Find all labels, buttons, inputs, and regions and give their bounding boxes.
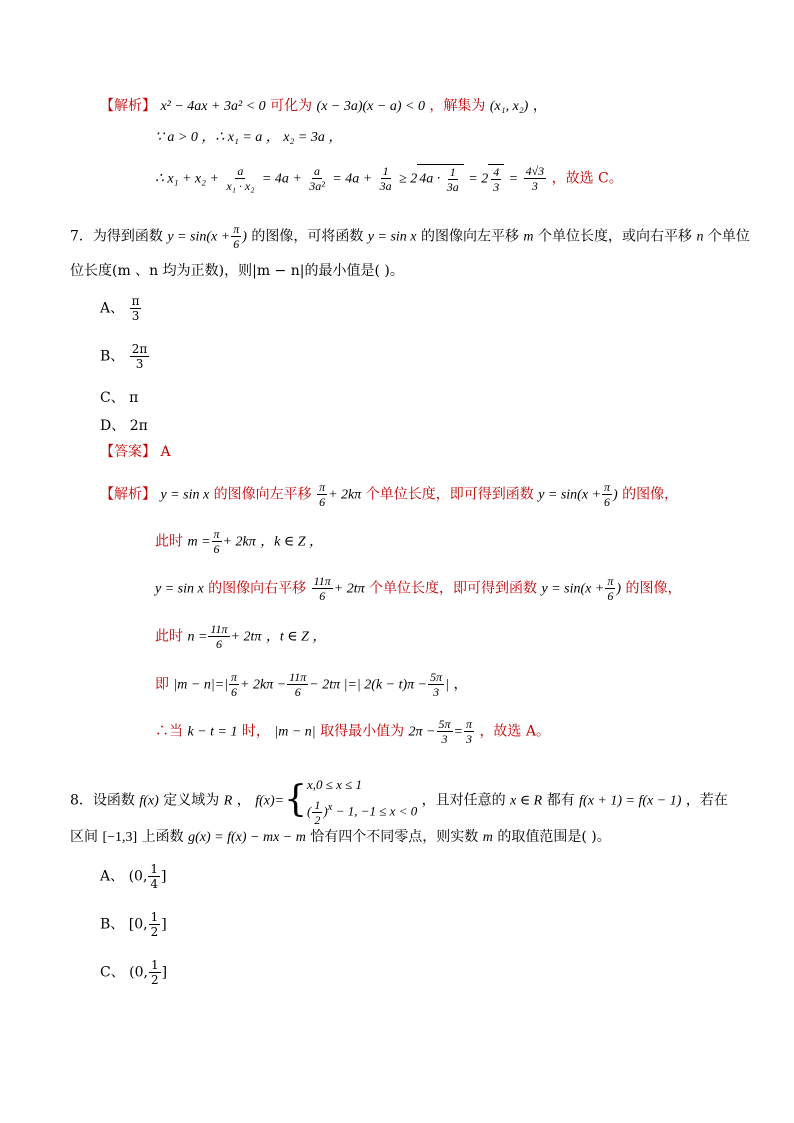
math: ，k ∈ Z ， <box>260 534 324 550</box>
sol-text: ∴当 <box>155 723 183 740</box>
q7-text: 7．为得到函数 <box>70 228 163 245</box>
sol6-interval: (x₁, x₂) <box>489 99 529 114</box>
sol6-conclusion: ，故选 C。 <box>551 170 623 187</box>
fraction: $\frac{11\pi}{6}$ <box>210 622 228 651</box>
q7-text: 个单位 <box>707 228 750 245</box>
q7-sol-line-3: y = sin x 的图像向右平移 $\frac{11\pi}{6}$ + 2tπ 个单位长度，即可得到函数 y = sin(x + $\frac{\pi}{6}$ ) 的图像， <box>155 574 682 603</box>
sol-text: 此时 <box>155 628 183 645</box>
fraction: $\frac{2\pi}{3}$ <box>131 342 148 371</box>
q7-text: 的图像，可将函数 <box>251 228 364 245</box>
q7-line-1: 7．为得到函数 y = sin(x + $\frac{\pi}{6}$ ) 的图像，可将函数 y = sin x 的图像向左平移 m 个单位长度，或向右平移 n 个单位 <box>70 222 750 251</box>
sol6-text2: ，解集为 <box>429 98 486 114</box>
q8-text: ， <box>236 792 251 809</box>
fraction: $\frac{\pi}{6}$ <box>607 574 614 603</box>
q8-option-a[interactable]: A、 (0, $\frac{1}{4}$ ] <box>100 862 167 891</box>
fraction: $\frac{5\pi}{3}$ <box>430 670 443 699</box>
option-letter: B、 <box>100 916 125 933</box>
sqrt: 4a · $\frac{1}{3a}$ <box>417 164 464 194</box>
piece-1: x,0 ≤ x ≤ 1 <box>306 777 363 792</box>
q7-option-a[interactable] <box>100 294 142 323</box>
sol-text: 时， <box>241 723 270 740</box>
sol6-line-2 <box>155 128 342 147</box>
sol-text: 的图像， <box>622 486 679 503</box>
option-letter: A、 <box>100 300 125 317</box>
sol6-roots: ∵ a > 0 ，∴ x₁ = a ， x₂ = 3a ， <box>155 130 343 145</box>
q7-sol-line-5: 即 |m − n|=| $\frac{\pi}{6}$ + 2kπ − $\frac{11\pi}{6}$ − 2tπ |=| 2(k − t)π − $\frac{5\pi}{3}$ | ， <box>155 670 468 699</box>
q7-sol-line-2: 此时 m = $\frac{\pi}{6}$ + 2kπ ，k ∈ Z ， <box>155 527 324 556</box>
fraction: $\frac{a}{\text{x₁ · x₂}}$ <box>226 164 255 194</box>
q8-text: 定义域为 <box>163 792 220 809</box>
sol6-sum-lead: ∴ x₁ + x₂ + <box>155 171 219 187</box>
q7-option-d[interactable] <box>100 415 148 435</box>
brace: { <box>284 779 307 821</box>
q8-text: 8．设函数 <box>70 792 135 809</box>
fraction: $\frac{11\pi}{6}$ <box>313 574 331 603</box>
sol-text: 此时 <box>155 533 183 550</box>
math: y = sin x <box>160 487 210 503</box>
q8-text: 的取值范围是( )。 <box>497 829 611 845</box>
q8-text: ，若在 <box>685 792 728 809</box>
math: k − t = 1 <box>187 724 238 740</box>
sol-text: 个单位长度，即可得到函数 <box>369 580 538 597</box>
q7-sol-line-1: 【解析】 y = sin x 的图像向左平移 $\frac{\pi}{6}$ + 2kπ 个单位长度，即可得到函数 y = sin(x + $\frac{\pi}{6}$ ) 的图像， <box>100 480 679 509</box>
sol-text: 取得最小值为 <box>320 723 405 740</box>
q8-option-b[interactable]: B、 [0, $\frac{1}{2}$ ] <box>100 910 167 939</box>
math: |m − n| <box>274 724 316 740</box>
sol-text: 的图像向右平移 <box>208 580 307 597</box>
q8-text: ，且对任意的 <box>421 792 506 809</box>
q7-option-c[interactable] <box>100 387 138 407</box>
q7-line-2: 位长度(m 、n 均为正数)，则|m − n|的最小值是( )。 <box>70 263 404 279</box>
q8-text: 区间 <box>70 829 98 845</box>
fraction: $\frac{\pi}{6}$ <box>231 670 238 699</box>
q7-sol-line-6: ∴当 k − t = 1 时， |m − n| 取得最小值为 2π − $\frac{5\pi}{3}$ = $\frac{\pi}{3}$ ，故选 A。 <box>155 717 550 746</box>
q8-text: 上函数 <box>141 829 184 845</box>
sol-text: 即 <box>155 676 169 693</box>
fraction: $\frac{4√3}{3}$ <box>525 164 545 194</box>
sol-conclusion: ，故选 A。 <box>479 723 550 740</box>
answer-tag: 【答案】 <box>100 444 156 460</box>
sol-text: 的图像向左平移 <box>213 486 312 503</box>
sol6-punct: ， <box>532 98 547 114</box>
fraction: $\frac{11\pi}{6}$ <box>289 670 307 699</box>
sol6-line-1 <box>100 97 547 116</box>
piece-2: ( $\frac{1}{2}$ )$^x$ − 1, −1 ≤ x < 0 <box>306 797 418 827</box>
q7-sol-line-4: 此时 n = $\frac{11\pi}{6}$ + 2tπ ，t ∈ Z ， <box>155 622 327 651</box>
option-letter: B、 <box>100 348 125 365</box>
fraction: $\frac{1}{4}$ <box>150 862 159 891</box>
fraction: $\frac{1}{2}$ <box>150 910 159 939</box>
option-letter: C、 <box>100 390 125 406</box>
sol6-line-3: ∴ x₁ + x₂ + $\frac{a}{\text{x₁ · x₂}}$ = 4a + $\frac{a}{\text{3a²}}$ = 4a + $\frac{1}{3a}$ ≥ 2 4a · $\frac{1}{3a}$ = 2 $\frac{4}{3}$ = $\frac{4√3}{3}$ ，故选 C。 <box>155 164 623 194</box>
q7-text: 个单位长度，或向右平移 <box>538 228 692 245</box>
q7-option-b[interactable] <box>100 342 150 371</box>
option-value: π <box>129 390 139 406</box>
q8-line-2: 区间 [−1,3] 上函数 g(x) = f(x) − mx − m 恰有四个不同零点，则实数 m 的取值范围是( )。 <box>70 829 611 845</box>
sol6-text: 可化为 <box>270 98 313 114</box>
fraction: $\frac{\pi}{6}$ <box>213 527 220 556</box>
fraction: $\frac{1}{2}$ <box>151 958 159 987</box>
math: y = sin x <box>155 581 204 597</box>
sol6-factored: (x − 3a)(x − a) < 0 <box>316 99 425 114</box>
math: ，t ∈ Z ， <box>265 629 327 645</box>
answer-value: A <box>160 444 171 460</box>
fraction: $\frac{1}{3a}$ <box>379 164 392 194</box>
piecewise <box>307 774 417 827</box>
q7-answer <box>100 443 171 461</box>
q8-option-c[interactable]: C、 (0, $\frac{1}{2}$ ] <box>100 958 168 987</box>
fraction: $\frac{a}{\text{3a²}}$ <box>309 164 325 194</box>
sol6-inequality: x² − 4ax + 3a² < 0 <box>160 99 266 114</box>
option-value: 2π <box>129 418 148 434</box>
sol-text: 个单位长度，即可得到函数 <box>365 486 534 503</box>
fraction: $\frac{\pi}{6}$ <box>233 222 240 251</box>
q8-line-1: 8．设函数 f(x) 定义域为 R ， f(x)={ x,0 ≤ x ≤ 1 ( $\frac{1}{2}$ )$^x$ − 1, −1 ≤ x < 0 ，且对任意的 x ∈ R 都有 f(x + 1) = f(x − 1) ，若在 <box>70 774 728 827</box>
sqrt: $\frac{4}{3}$ <box>488 164 504 194</box>
q8-text: 都有 <box>546 792 575 809</box>
fraction: $\frac{\pi}{3}$ <box>131 294 140 323</box>
fraction: $\frac{\pi}{6}$ <box>319 480 326 509</box>
q7-text: 的图像向左平移 <box>420 228 519 245</box>
option-letter: D、 <box>100 418 126 434</box>
q8-text: 恰有四个不同零点，则实数 <box>310 829 479 845</box>
fraction: $\frac{5\pi}{3}$ <box>438 717 451 746</box>
option-letter: C、 <box>100 964 125 981</box>
sol-text: 的图像， <box>625 580 682 597</box>
fraction: $\frac{\pi}{3}$ <box>465 717 472 746</box>
sol6-tag: 【解析】 <box>100 98 156 114</box>
punct: ， <box>453 676 468 693</box>
fraction: $\frac{\pi}{6}$ <box>604 480 611 509</box>
sol-tag: 【解析】 <box>100 486 156 503</box>
option-letter: A、 <box>100 868 125 885</box>
